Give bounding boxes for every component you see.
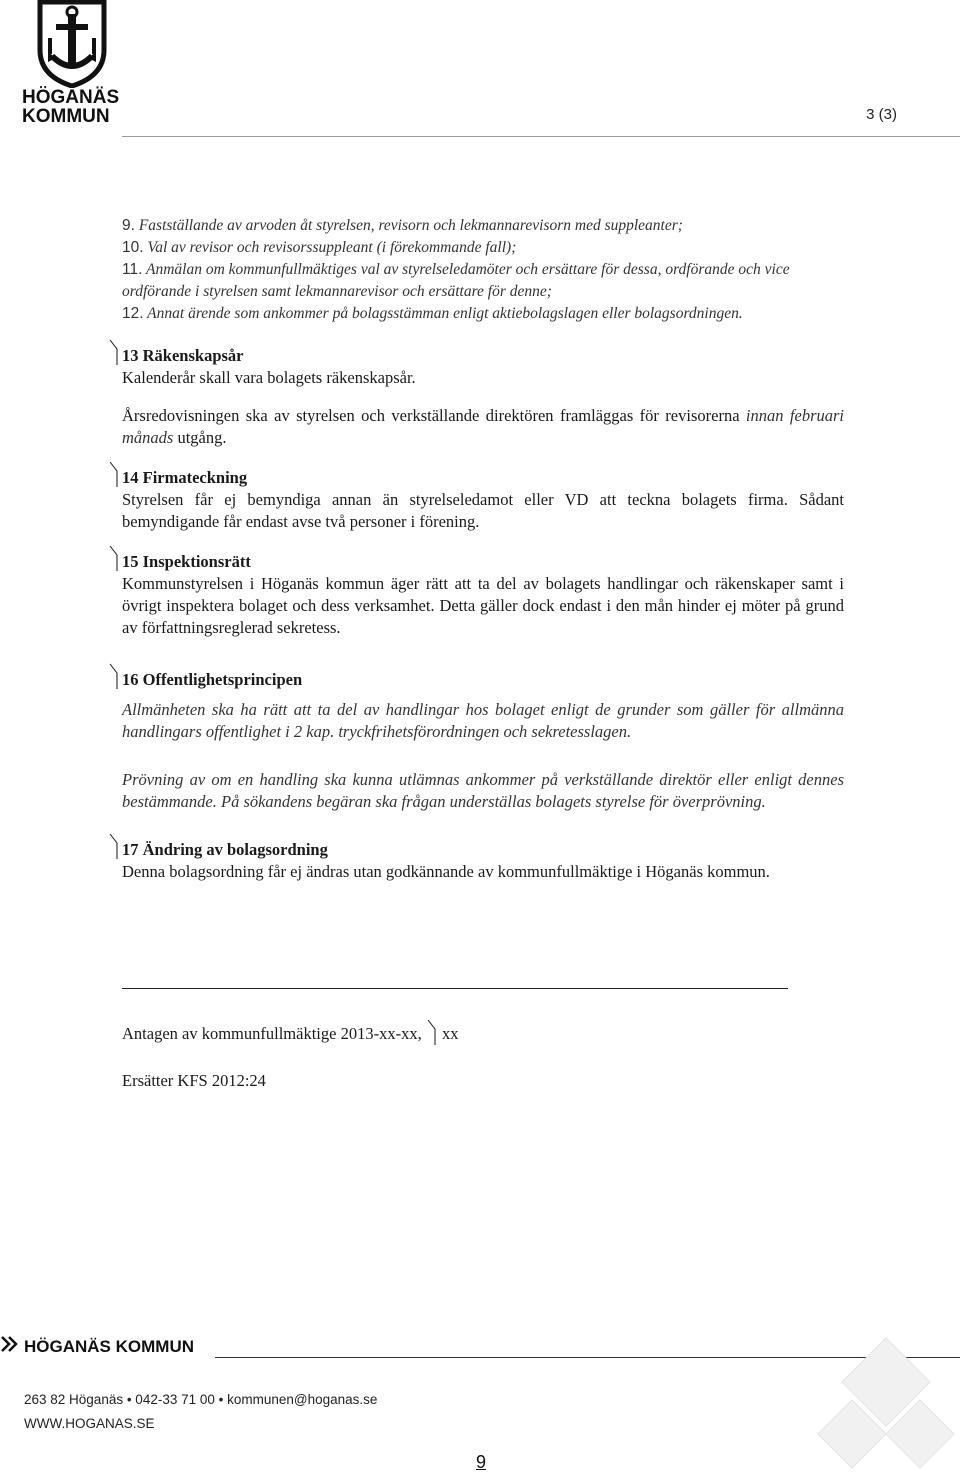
section-15 <box>122 551 844 639</box>
section-text: Prövning av om en handling ska kunna utlämnas ankommer på verkställande direktör eller enligt dennes bestämmande. På sökandens begäran ska frågan underställas bolagets styrelse för överprövning. <box>122 770 844 811</box>
section-text: Kalenderår skall vara bolagets räkenskapsår. <box>122 368 416 387</box>
logo-line-2: KOMMUN <box>22 106 110 127</box>
footer-brand: HÖGANÄS KOMMUN <box>0 1336 194 1357</box>
section-heading: 15 Inspektionsrätt <box>122 552 251 571</box>
footer-contact: 263 82 Höganäs • 042-33 71 00 • kommunen@hoganas.se <box>24 1392 378 1407</box>
section-14 <box>122 467 844 533</box>
section-heading: 13 Räkenskapsår <box>122 346 244 365</box>
agenda-item: 12. Annat ärende som ankommer på bolagsstämman enligt aktiebolagslagen eller bolagsordningen. <box>122 305 743 322</box>
section-heading: 14 Firmateckning <box>122 468 248 487</box>
crest-anchor-icon <box>22 0 122 88</box>
agenda-item: 10. Val av revisor och revisorssuppleant (i förekommande fall); <box>122 239 517 256</box>
page-number: 3 (3) <box>866 106 897 123</box>
section-marker-icon <box>109 461 119 487</box>
logo-wordmark <box>22 88 119 126</box>
section-heading: 16 Offentlighetsprincipen <box>122 670 303 689</box>
replaces-note: Ersätter KFS 2012:24 <box>122 1071 266 1090</box>
section-text: Allmänheten ska ha rätt att ta del av handlingar hos bolaget enligt de grunder som gäller för allmänna handlingars offentlighet i 2 kap. tryckfrihetsförordningen och sekretesslagen. <box>122 700 844 741</box>
signature-line <box>122 988 788 989</box>
section-marker-icon <box>109 663 119 689</box>
footer-page-number: 9 <box>476 1452 487 1472</box>
arrow-right-icon <box>0 1336 18 1352</box>
section-marker-icon <box>109 545 119 571</box>
section-marker-icon <box>426 1019 438 1045</box>
section-marker-icon <box>109 339 119 365</box>
section-text: Årsredovisningen ska av styrelsen och verkställande direktören framläggas för revisorerna innan februari månads utgång. <box>122 406 844 447</box>
section-17 <box>122 839 844 883</box>
section-marker-icon <box>109 833 119 859</box>
section-text: Kommunstyrelsen i Höganäs kommun äger rätt att ta del av bolagets handlingar och räkenskaper samt i övrigt inspektera bolaget och dess verksamhet. Detta gäller dock endast i den mån hinder ej möter på grund av författningsreglerad sekretess. <box>122 574 844 637</box>
section-text: Denna bolagsordning får ej ändras utan godkännande av kommunfullmäktige i Höganäs kommun. <box>122 862 770 881</box>
agenda-item: 9. Fastställande av arvoden åt styrelsen, revisorn och lekmannarevisorn med suppleanter; <box>122 217 683 234</box>
agenda-list <box>122 215 844 325</box>
footer-website: WWW.HOGANAS.SE <box>24 1416 155 1431</box>
agenda-item: 11. Anmälan om kommunfullmäktiges val av styrelseledamöter och ersättare för dessa, ordförande och vice ordförande i styrelsen samt lekmannarevisor och ersättare för denne; <box>122 261 790 300</box>
watermark-pattern-icon <box>812 1330 960 1470</box>
section-heading: 17 Ändring av bolagsordning <box>122 840 328 859</box>
adoption-note: Antagen av kommunfullmäktige 2013-xx-xx, xx <box>122 1019 458 1045</box>
section-16 <box>122 669 844 813</box>
header-divider <box>122 136 960 137</box>
document-body <box>122 215 844 883</box>
section-13 <box>122 345 844 449</box>
logo-line-1: HÖGANÄS <box>22 87 120 108</box>
section-text: Styrelsen får ej bemyndiga annan än styrelseledamot eller VD att teckna bolagets firma. Sådant bemyndigande får endast avse två personer i förening. <box>122 490 844 531</box>
